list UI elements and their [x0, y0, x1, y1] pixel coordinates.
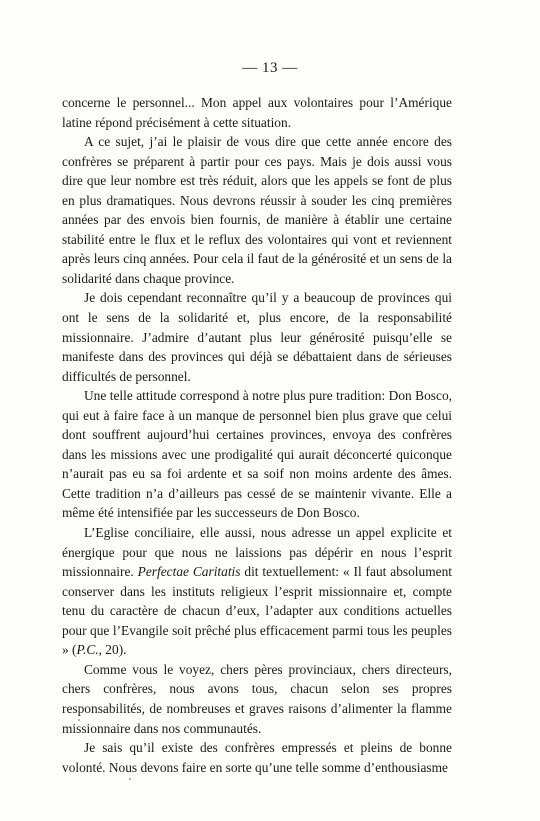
- paragraph-text: concerne le personnel... Mon appel aux volontaires pour l’Amérique latine répond précisément à cette situation.: [62, 95, 452, 130]
- paragraph: [62, 660, 452, 738]
- italic-text: P.C.: [76, 642, 99, 658]
- page-number: — 13 —: [242, 60, 298, 76]
- body-text: [62, 93, 452, 777]
- paragraph: [62, 523, 452, 660]
- paragraph-text: L’Eglise conciliaire, elle aussi, nous adresse un appel explicite et énergique pour que nous ne laissions pas dépérir en nous l’esprit missionnaire.: [62, 525, 452, 580]
- italic-text: Perfectae Caritatis: [137, 564, 241, 580]
- paragraph-text: Comme vous le voyez, chers pères provinciaux, chers directeurs, chers confrères, nous avons tous, chacun selon ses propres responsabilités, de nombreuses et graves raisons d’alimenter la flamme missionnaire dans nos communautés.: [62, 661, 452, 736]
- paragraph: [62, 288, 452, 386]
- paragraph-text: Je sais qu’il existe des confrères empressés et pleins de bonne volonté. Nous devons faire en sorte qu’une telle somme d’enthousiasme: [62, 740, 452, 775]
- paragraph-text: dit textuellement: « Il faut absolument conserver dans les instituts religieux l’esprit missionnaire et, compte tenu du caractère de chacun d’eux, l’adapter aux conditions actuelles pour que l’Evangile soit prêché plus efficacement parmi tous les peuples » (: [62, 564, 452, 658]
- paragraph-text: , 20).: [98, 642, 127, 658]
- paragraph: [62, 93, 452, 132]
- paragraph-text: Je dois cependant reconnaître qu’il y a beaucoup de provinces qui ont le sens de la solidarité et, plus encore, de la responsabilité missionnaire. J’admire d’autant plus leur générosité puisqu’elle se manifeste dans des provinces qui déjà se débattaient dans de sérieuses difficultés de personnel.: [62, 290, 452, 384]
- scan-speck: [129, 778, 131, 780]
- paragraph-text: A ce sujet, j’ai le plaisir de vous dire que cette année encore des confrères se préparent à partir pour ces pays. Mais je dois aussi vous dire que leur nombre est très réduit, alors que les appels se font de plus en plus dramatiques. Nous devrons réussir à souder les cinq premières années par des envois bien fournis, de manière à établir une certaine stabilité entre le flux et le reflux des volontaires qui vont et reviennent après leurs cinq années. Pour cela il faut de la générosité et un sens de la solidarité dans chaque province.: [62, 134, 452, 286]
- paragraph: [62, 132, 452, 288]
- paragraph: [62, 738, 452, 777]
- paragraph-text: Une telle attitude correspond à notre plus pure tradition: Don Bosco, qui eut à faire face à un manque de personnel bien plus grave que celui dont souffrent aujourd’hui certaines provinces, envoya des confrères dans les missions avec une prodigalité qui aurait déconcerté quiconque n’aurait pas eu sa foi ardente et sa soif non moins ardente des âmes. Cette tradition n’a d’ailleurs pas cessé de se maintenir vivante. Elle a même été intensifiée par les successeurs de Don Bosco.: [62, 388, 452, 521]
- paragraph: [62, 386, 452, 523]
- scan-speck: [78, 719, 80, 721]
